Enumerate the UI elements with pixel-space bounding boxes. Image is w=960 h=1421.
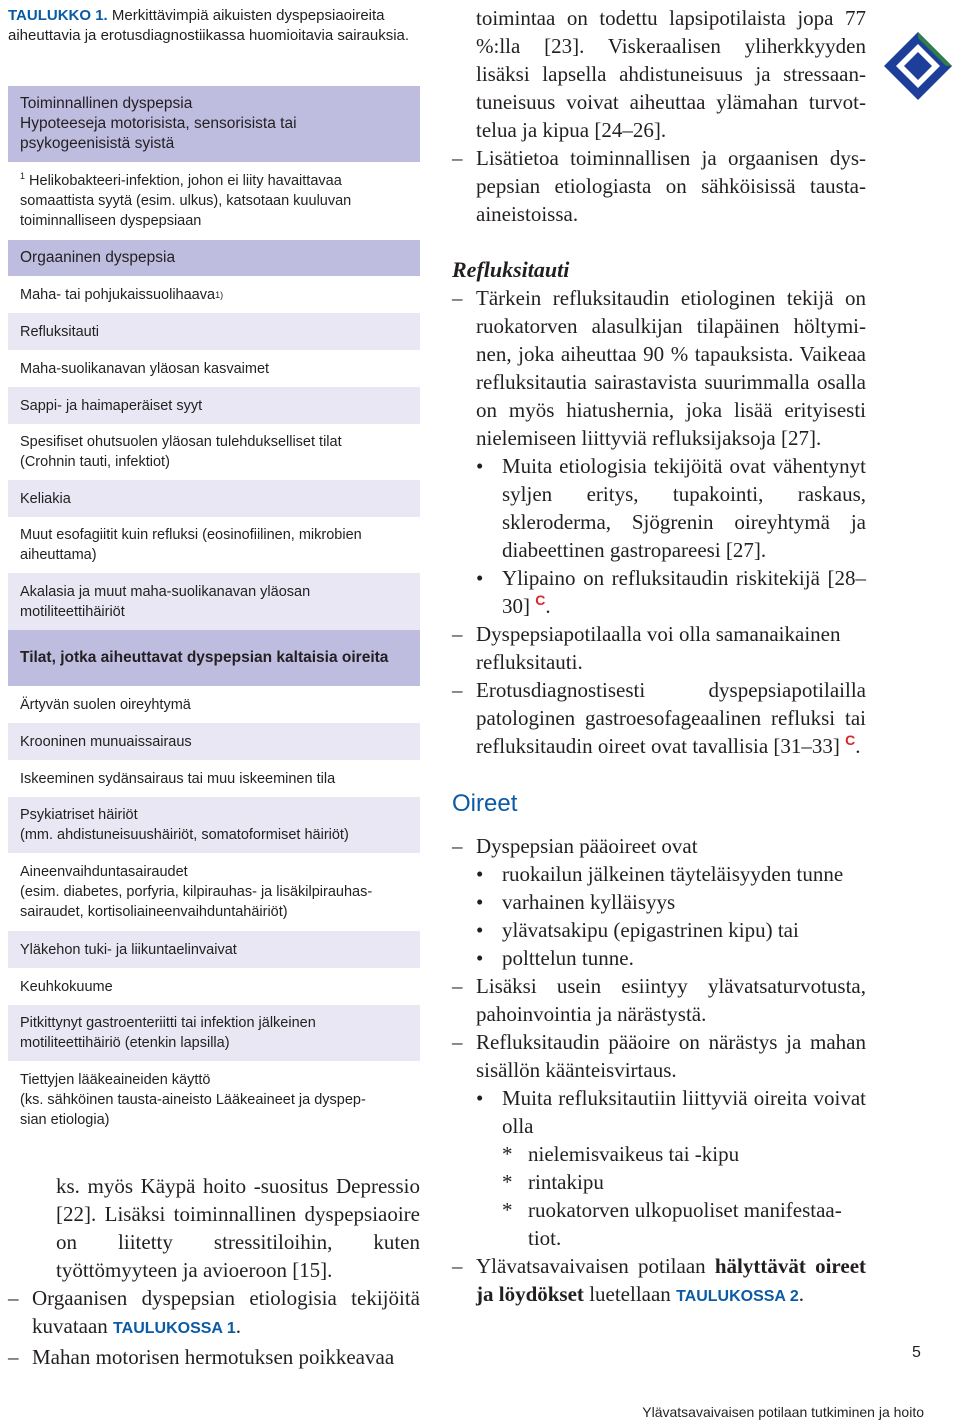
- left-body-text: [8, 1172, 420, 1371]
- left-item2-text: Mahan motorisen hermotuksen poikkeavaa: [32, 1345, 395, 1369]
- left-list-item-2: [8, 1343, 420, 1371]
- period: .: [545, 594, 551, 618]
- organic-row: [8, 573, 420, 630]
- symptoms-item-1-text: Dyspepsian pääoireet ovat: [476, 834, 698, 858]
- main-symptom-text: ylävatsakipu (epigastrinen kipu) tai: [502, 918, 799, 942]
- bullet-marker: •: [476, 918, 484, 942]
- right-continued-paragraph: toimintaa on todettu lapsipotilaista jopa 77 %:lla [23]. Viskeraalisen yliherkkyyden lisäksi lapsella ahdistuneisuus ja stressaantuneisuus voivat aiheuttaa ylämahan turvottelua ja kipua [24–26].: [476, 6, 866, 142]
- organic-row: [8, 387, 420, 424]
- footnote-text: Helikobakteeri-infektion, johon ei liity havaittavaa somaattista syytä (esim. ulkus), katsotaan kuuluvan toiminnalliseen dyspepsiaan: [20, 173, 352, 229]
- reflux-item-3-text: Erotusdiagnostisesti dyspepsiapotilailla patologinen gastroesofageaalinen refluksi tai refluksitaudin oireet ovat tavallisia [31–33]: [476, 678, 866, 758]
- dash-marker: –: [452, 974, 463, 998]
- organic-row-text: Refluksitauti: [20, 323, 99, 340]
- reflux-symptom-subitem: [452, 1196, 866, 1252]
- symptoms-item-4-mid: luetellaan: [583, 1282, 677, 1306]
- symptoms-item-4-pre: Ylävatsavaivaisen potilaan: [476, 1254, 715, 1278]
- dash-marker: –: [452, 146, 463, 170]
- organic-row-text: Maha- tai pohjukaissuolihaava: [20, 286, 216, 303]
- bullet-marker: •: [476, 862, 484, 886]
- dash-marker: –: [452, 834, 463, 858]
- mimic-row: [8, 1005, 420, 1061]
- period: .: [855, 734, 861, 758]
- dash-marker: –: [452, 1254, 463, 1278]
- bullet-marker: •: [476, 890, 484, 914]
- mimic-row-text: Yläkehon tuki- ja liikuntaelinvaivat: [20, 941, 237, 958]
- table1-reference: TAULUKOSSA 1: [113, 1320, 236, 1337]
- main-symptom-bullet: [452, 860, 866, 888]
- mimic-row: [8, 853, 420, 931]
- reflux-item-1-text: Tärkein refluksitaudin etiologinen tekijä on ruokatorven alasulkijan tilapäinen höltyminen, joka aiheuttaa 90 % tapauksista. Vaikeaa refluksitautia sairastavista suurimmalla osalla on myös hiatushernia, joka lisää erityisesti nielemiseen liittyviä refluksijaksoja [27].: [476, 286, 866, 450]
- asterisk-marker: *: [502, 1198, 513, 1222]
- left-item1-post: .: [235, 1314, 241, 1338]
- organic-row-text: Maha-suolikanavan yläosan kasvaimet: [20, 360, 270, 377]
- main-symptom-text: varhainen kylläisyys: [502, 890, 676, 914]
- main-symptom-text: ruokailun jälkeinen täyteläisyyden tunne: [502, 862, 844, 886]
- bullet-marker: •: [476, 454, 484, 478]
- mimic-row: [8, 760, 420, 797]
- reflux-item-2-text: Dyspepsiapotilaalla voi olla samanaikainen refluksitauti.: [476, 622, 841, 674]
- alarm-symptoms-text: hälyttävät oireet ja löydökset: [476, 1254, 867, 1306]
- reflux-bullet-1-text: Muita etiologisia tekijöitä ovat vähentynyt syljen eritys, tupakointi, raskaus, skleroderma, Sjögrenin oireyhtymä ja diabeettinen gastropareesi [27].: [502, 454, 866, 562]
- mimic-row-text: Pitkittynyt gastroenteriitti tai infektion jälkeinen motiliteettihäiriö (etenkin lapsilla): [20, 1015, 316, 1051]
- organic-row: [8, 424, 420, 480]
- functional-dyspepsia-header: [8, 86, 420, 162]
- reflux-heading: Refluksitauti: [452, 257, 570, 282]
- main-symptom-bullet: [452, 916, 866, 944]
- bullet-marker: •: [476, 566, 484, 590]
- mimic-row: [8, 686, 420, 723]
- main-symptom-bullet: [452, 888, 866, 916]
- mimic-row-text: Psykiatriset häiriöt (mm. ahdistuneisuushäiriöt, somatoformiset häiriöt): [20, 807, 349, 843]
- organic-row-text: Akalasia ja muut maha-suolikanavan yläosan motiliteettihäiriöt: [20, 583, 311, 620]
- differential-table: [8, 86, 420, 1139]
- mimic-row: [8, 968, 420, 1005]
- right-column: [452, 4, 866, 1311]
- mimic-row-text: Aineenvaihduntasairaudet (esim. diabetes, porfyria, kilpirauhas- ja lisäkilpirauhas- sairaudet, kortisoliaineenvaihduntahäiriöt): [20, 864, 373, 920]
- symptoms-item-3: [452, 1028, 866, 1084]
- left-list-item-1: [8, 1284, 420, 1343]
- diamond-logo-icon: [882, 30, 954, 102]
- bullet-marker: •: [476, 1086, 484, 1110]
- reflux-symptom-subitem: [452, 1140, 866, 1168]
- symptoms-bullet-other-text: Muita refluksitautiin liittyviä oireita voivat olla: [502, 1086, 866, 1138]
- functional-dyspepsia-footnote: [8, 162, 420, 240]
- dash-marker: –: [8, 1286, 19, 1310]
- mimic-row: [8, 931, 420, 968]
- reflux-symptom-subitem-text: rintakipu: [528, 1170, 604, 1194]
- mimic-row-text: Krooninen munuaissairaus: [20, 733, 192, 750]
- main-symptom-text: polttelun tunne.: [502, 946, 634, 970]
- reflux-symptom-subitem-text: ruokatorven ulkopuoliset manifestaatiot.: [528, 1198, 842, 1250]
- mimic-row-text: Tiettyjen lääkeaineiden käyttö (ks. sähköinen tausta-aineisto Lääkeaineet ja dyspep- sian etiologia): [20, 1072, 366, 1128]
- mimic-conditions-header-text: Tilat, jotka aiheuttavat dyspepsian kaltaisia oireita: [20, 649, 389, 666]
- left-item1-text: Orgaanisen dyspepsian etiologisia tekijöitä kuvataan: [32, 1286, 420, 1338]
- footnote-mark: 1: [20, 171, 26, 182]
- left-continued-paragraph: ks. myös Käypä hoito -suositus Depressio [22]. Lisäksi toiminnallinen dyspepsiaoire on liitetty stressitiloihin, kuten työttömyyteen ja avioeroon [15].: [56, 1174, 420, 1282]
- bullet-marker: •: [476, 946, 484, 970]
- organic-row: [8, 517, 420, 573]
- page-number: 5: [912, 1344, 921, 1361]
- dash-marker: –: [8, 1345, 19, 1369]
- evidence-level-badge: C: [535, 592, 546, 608]
- dash-marker: –: [452, 286, 463, 310]
- organic-row: [8, 313, 420, 350]
- table-caption: [8, 6, 418, 46]
- item-lisatietoa-text: Lisätietoa toiminnallisen ja orgaanisen dyspepsian etiologiasta on sähköisissä taustaaineistoissa.: [476, 146, 866, 226]
- reflux-symptom-subitem: [452, 1168, 866, 1196]
- organic-dyspepsia-header-text: Orgaaninen dyspepsia: [20, 249, 176, 266]
- asterisk-marker: *: [502, 1142, 513, 1166]
- item-lisatietoa: [452, 144, 866, 228]
- symptoms-item-3-text: Refluksitaudin pääoire on närästys ja mahan sisällön käänteisvirtaus.: [476, 1030, 866, 1082]
- organic-row: [8, 350, 420, 387]
- functional-dyspepsia-header-text: Toiminnallinen dyspepsia Hypoteeseja motorisista, sensorisista tai psykogeenisistä syistä: [20, 95, 297, 152]
- reflux-item-2: [452, 620, 866, 676]
- reflux-bullet-2: [452, 564, 866, 620]
- reflux-symptom-subitem-text: nielemisvaikeus tai -kipu: [528, 1142, 740, 1166]
- mimic-row-text: Keuhkokuume: [20, 978, 113, 995]
- mimic-row: [8, 1061, 420, 1139]
- table-label: TAULUKKO 1.: [8, 7, 108, 24]
- symptoms-item-2-text: Lisäksi usein esiintyy ylävatsaturvotusta, pahoinvointia ja närästystä.: [476, 974, 866, 1026]
- main-symptom-bullet: [452, 944, 866, 972]
- mimic-conditions-header: [8, 630, 420, 686]
- symptoms-item-2: [452, 972, 866, 1028]
- mimic-row: [8, 797, 420, 853]
- organic-dyspepsia-header: [8, 240, 420, 276]
- reflux-item-3: [452, 676, 866, 760]
- mimic-row-text: Iskeeminen sydänsairaus tai muu iskeeminen tila: [20, 770, 336, 787]
- symptoms-heading: Oireet: [452, 790, 518, 817]
- organic-row-text: Spesifiset ohutsuolen yläosan tulehdukselliset tilat (Crohnin tauti, infektiot): [20, 434, 342, 470]
- table-caption-text: Merkittävimpiä aikuisten dyspepsiaoireita aiheuttavia ja erotusdiagnostiikassa huomioitavia sairauksia.: [8, 7, 410, 44]
- asterisk-marker: *: [502, 1170, 513, 1194]
- organic-row: [8, 480, 420, 517]
- mimic-row-text: Ärtyvän suolen oireyhtymä: [20, 696, 191, 713]
- organic-row: Maha- tai pohjukaissuolihaava 1): [8, 276, 420, 313]
- organic-row-text: Sappi- ja haimaperäiset syyt: [20, 397, 203, 414]
- organic-row-text: Muut esofagiitit kuin refluksi (eosinofiilinen, mikrobien aiheuttama): [20, 527, 362, 563]
- table2-reference: TAULUKOSSA 2: [676, 1288, 799, 1305]
- dash-marker: –: [452, 678, 463, 702]
- organic-row-text: Keliakia: [20, 490, 71, 507]
- mimic-row: [8, 723, 420, 760]
- dash-marker: –: [452, 622, 463, 646]
- running-footer: Ylävatsavaivaisen potilaan tutkiminen ja hoito: [642, 1404, 924, 1420]
- reflux-item-1: [452, 284, 866, 452]
- dash-marker: –: [452, 1030, 463, 1054]
- period: .: [798, 1282, 804, 1306]
- reflux-bullet-1: [452, 452, 866, 564]
- symptoms-item-1: [452, 832, 866, 860]
- symptoms-item-4: [452, 1252, 866, 1311]
- evidence-level-badge: C: [845, 732, 856, 748]
- symptoms-bullet-other: [452, 1084, 866, 1140]
- reflux-bullet-2-text: Ylipaino on refluksitaudin riskitekijä [28–30]: [502, 566, 866, 618]
